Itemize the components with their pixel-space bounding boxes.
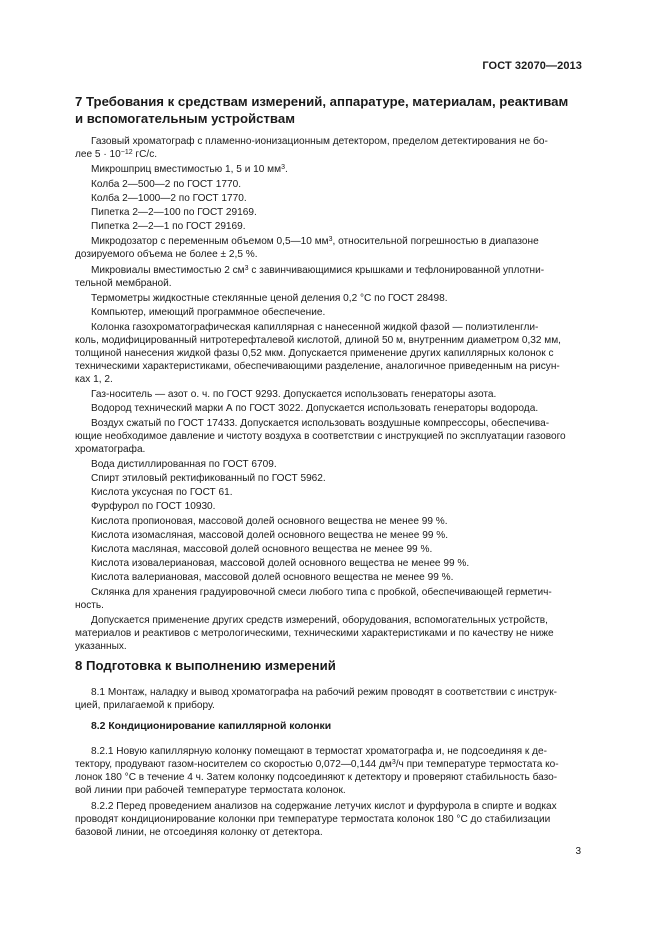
paragraph-line: Газовый хроматограф с пламенно-ионизационным детектором, пределом детектирования не бо- [91, 136, 548, 147]
paragraph-line: проводят кондиционирование колонки при температуре термостата колонок 180 °С до стабилизации [75, 814, 551, 825]
paragraph-line: Термометры жидкостные стеклянные ценой деления 0,2 °С по ГОСТ 28498. [91, 293, 448, 304]
paragraph-line: материалов и реактивов с метрологическими, техническими характеристиками и по качеству не ниже [75, 628, 554, 639]
paragraph-line: толщиной нанесения жидкой фазы 0,52 мкм. Допускается применение других капиллярных колонок с [75, 348, 554, 359]
paragraph-line: Колонка газохроматографическая капиллярная с нанесенной жидкой фазой — полиэтиленгли- [91, 322, 539, 333]
document-code: ГОСТ 32070—2013 [482, 60, 582, 72]
section-7-title-line-1: 7 Требования к средствам измерений, аппаратуре, материалам, реактивам [75, 94, 569, 109]
paragraph-line: техническими характеристиками, обеспечивающими разделение, аналогичное приведенным на рисун- [75, 361, 560, 372]
section-7-title [75, 93, 585, 127]
paragraph-line: Кислота изовалериановая, массовой долей основного вещества не менее 99 %. [91, 558, 470, 569]
paragraph-line: Кислота уксусная по ГОСТ 61. [91, 487, 233, 498]
paragraph-line: Газ-носитель — азот о. ч. по ГОСТ 9293. Допускается использовать генераторы азота. [91, 389, 497, 400]
paragraph-line: Микровиалы вместимостью 2 $см^3$ с завинчивающимися крышками и тефлонированной уплотни- [91, 265, 545, 276]
paragraph-line: дозируемого объема не более ± 2,5 %. [75, 249, 258, 260]
paragraph-line: 8.2.2 Перед проведением анализов на содержание летучих кислот и фурфурола в спирте и водках [91, 801, 557, 812]
paragraph-line: ность. [75, 600, 104, 611]
paragraph-line: Микрошприц вместимостью 1, 5 и 10 $мм^3$. [91, 164, 288, 175]
paragraph-line: Спирт этиловый ректификованный по ГОСТ 5962. [91, 473, 326, 484]
paragraph-line: базовой линии, не отсоединяя колонку от детектора. [75, 827, 323, 838]
paragraph-line: Воздух сжатый по ГОСТ 17433. Допускается использовать воздушные компрессоры, обеспечива- [91, 418, 550, 429]
paragraph-line: тектору, продувают газом-носителем со скоростью 0,072—0,144 $дм^3/ч$ при температуре термостата ко- [75, 759, 559, 770]
paragraph-line: Водород технический марки А по ГОСТ 3022. Допускается использовать генераторы водорода. [91, 403, 539, 414]
paragraph-line: 8.2.1 Новую капиллярную колонку помещают в термостат хроматографа и, не подсоединяя к де- [91, 746, 548, 757]
paragraph-line: коль, модифицированный нитротерефталевой кислотой, длиной 50 м, внутренним диаметром 0,32 мм, [75, 335, 561, 346]
paragraph-line: лонок 180 °С в течение 4 ч. Затем колонку подсоединяют к детектору и проверяют стабильность базо- [75, 772, 558, 783]
paragraph-line: ках 1, 2. [75, 374, 113, 385]
paragraph-line: Кислота валериановая, массовой долей основного вещества не менее 99 %. [91, 572, 454, 583]
paragraph-line: Кислота пропионовая, массовой долей основного вещества не менее 99 %. [91, 516, 448, 527]
paragraph-line: Допускается применение других средств измерений, оборудования, вспомогательных устройств, [91, 615, 548, 626]
paragraph-line: тельной мембраной. [75, 278, 172, 289]
section-8-title: 8 Подготовка к выполнению измерений [75, 658, 336, 673]
section-7-title-line-2: и вспомогательным устройствам [75, 111, 295, 126]
paragraph-line: Колба 2—1000—2 по ГОСТ 1770. [91, 193, 247, 204]
paragraph-line: Фурфурол по ГОСТ 10930. [91, 501, 216, 512]
paragraph-line: Склянка для хранения градуировочной смеси любого типа с пробкой, обеспечивающей герметич- [91, 587, 552, 598]
paragraph-line: Пипетка 2—2—1 по ГОСТ 29169. [91, 221, 246, 232]
paragraph-line: Колба 2—500—2 по ГОСТ 1770. [91, 179, 242, 190]
paragraph-line: указанных. [75, 641, 127, 652]
subsection-8-2-title: 8.2 Кондиционирование капиллярной колонки [91, 721, 332, 732]
paragraph-line: хроматографа. [75, 444, 146, 455]
paragraph-line: Кислота масляная, массовой долей основного вещества не менее 99 %. [91, 544, 433, 555]
paragraph-line: цией, прилагаемой к прибору. [75, 700, 215, 711]
paragraph-line: вой линии при рабочей температуре термостата колонок. [75, 785, 346, 796]
paragraph-line: Кислота изомасляная, массовой долей основного вещества не менее 99 %. [91, 530, 449, 541]
paragraph-line: Пипетка 2—2—100 по ГОСТ 29169. [91, 207, 257, 218]
paragraph-line: 8.1 Монтаж, наладку и вывод хроматографа на рабочий режим проводят в соответствии с инструк- [91, 687, 558, 698]
paragraph-line: лее $5 \cdot 10^{-12}$ гС/с. [75, 149, 158, 160]
paragraph-line: Вода дистиллированная по ГОСТ 6709. [91, 459, 277, 470]
paragraph-line: ющие необходимое давление и чистоту воздуха в соответствии с инструкцией по эксплуатации газового [75, 431, 566, 442]
paragraph-line: Микродозатор с переменным объемом 0,5—10 $мм^3$, относительной погрешностью в диапазоне [91, 236, 539, 247]
page-number: 3 [575, 846, 581, 857]
paragraph-line: Компьютер, имеющий программное обеспечение. [91, 307, 326, 318]
